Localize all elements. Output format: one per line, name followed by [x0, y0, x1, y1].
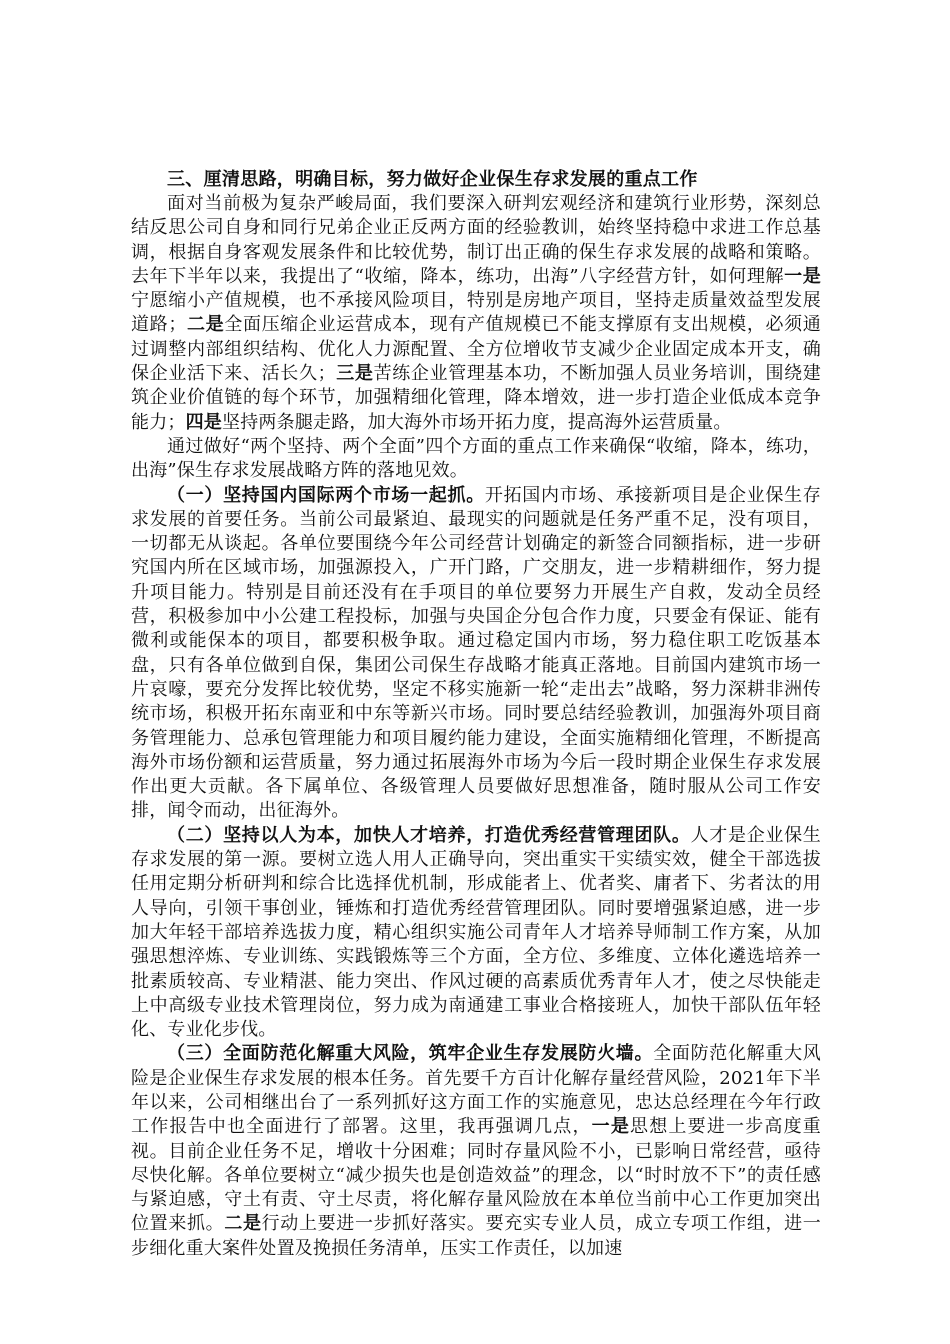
text-run: 宁愿缩小产值规模，也不承接风险项目，特别是房地产项目，坚持走质量效益型发展道路；: [131, 290, 821, 336]
item-title: （三）全面防范化解重大风险，筑牢企业生存发展防火墙。: [167, 1043, 654, 1065]
text-run: 行动上要进一步抓好落实。要充实专业人员，成立专项工作组，进一步细化重大案件处置及挽损任务清单，压实工作责任，以加速: [131, 1213, 822, 1259]
text-run: 坚持两条腿走路，加大海外市场开拓力度，提高海外运营质量。: [222, 411, 732, 433]
paragraph-strategy: [131, 192, 821, 435]
bold-run: 一是: [784, 265, 821, 287]
text-run: 全面压缩企业运营成本，现有产值规模已不能支撑原有支出规模，必须通过调整内部组织结构、优化人力源配置、全方位增收节支减少企业固定成本开支，确保企业活下来、活长久；: [131, 314, 822, 385]
text-run: 通过做好“两个坚持、两个全面”四个方面的重点工作来确保“收缩，降本，练功，出海”保生存求发展战略方阵的落地见效。: [131, 435, 821, 482]
text-run: 思想上要进一步高度重视。目前企业任务不足，增收十分困难；同时存量风险不小，已影响日常经营，亟待尽快化解。各单位要树立“减少损失也是创造效益”的理念，以“时时放不下”的责任感与紧迫感，守土有责、守土尽责，将化解存量风险放在本单位当前中心工作更加突出位置来抓。: [131, 1116, 821, 1235]
paragraph-item-2: [131, 824, 821, 1043]
paragraph-summary: [131, 435, 821, 484]
bold-run: 三是: [335, 363, 374, 385]
paragraph-item-1: [131, 484, 821, 824]
item-title: （二）坚持以人为本，加快人才培养，打造优秀经营管理团队。: [167, 824, 691, 846]
document-body: [131, 168, 821, 1261]
text-run: 面对当前极为复杂严峻局面，我们要深入研判宏观经济和建筑行业形势，深刻总结反思公司自身和同行兄弟企业正反两方面的经验教训，始终坚持稳中求进工作总基调，根据自身客观发展条件和比较优势，制订出正确的保生存求发展的战略和策略。去年下半年以来，我提出了“收缩，降本，练功，出海”八字经营方针，如何理解: [131, 193, 821, 287]
bold-run: 二是: [224, 1213, 262, 1235]
text-run: 开拓国内市场、承接新项目是企业保生存求发展的首要任务。当前公司最紧迫、最现实的问题就是任务严重不足，没有项目，一切都无从谈起。各单位要围绕今年公司经营计划确定的新签合同额指标，进一步研究国内所在区域市场，加强源投入，广开门路，广交朋友，进一步精耕细作，努力提升项目能力。特别是目前还没有在手项目的单位要努力开展生产自救，发动全员经营，积极参加中小公建工程投标，加强与央国企分包合作力度，只要金有保证、能有微利或能保本的项目，都要积极争取。通过稳定国内市场，努力稳住职工吃饭基本盘，只有各单位做到自保，集团公司保生存战略才能真正落地。目前国内建筑市场一片哀嚎，要充分发挥比较优势，坚定不移实施新一轮“走出去”战略，努力深耕非洲传统市场，积极开拓东南亚和中东等新兴市场。同时要总结经验教训，加强海外项目商务管理能力、总承包管理能力和项目履约能力建设，全面实施精细化管理，不断提高海外市场份额和运营质量，努力通过拓展海外市场为今后一段时期企业保生存求发展作出更大贡献。各下属单位、各级管理人员要做好思想准备，随时服从公司工作安排，闻令而动，出征海外。: [131, 484, 821, 822]
text-run: 全面防范化解重大风险是企业保生存求发展的根本任务。首先要千方百计化解存量经营风险，2021年下半年以来，公司相继出台了一系列抓好这方面工作的实施意见，忠达总经理在今年行政工作报告中也全面进行了部署。这里，我再强调几点，: [131, 1043, 821, 1138]
bold-run: 四是: [185, 411, 223, 433]
section-heading: 三、厘清思路，明确目标，努力做好企业保生存求发展的重点工作: [167, 169, 698, 190]
bold-run: 二是: [186, 314, 225, 336]
text-run: 苦练企业管理基本功，不断加强人员业务培训，围绕建筑企业价值链的每个环节，加强精细化管理，降本增效，进一步打造企业低成本竞争能力；: [131, 363, 821, 433]
paragraph-item-3: [131, 1042, 821, 1261]
text-run: 人才是企业保生存求发展的第一源。要树立选人用人正确导向，突出重实干实绩实效，健全干部选拔任用定期分析研判和综合比选择优机制，形成能者上、优者奖、庸者下、劣者汰的用人导向，引领干事创业，锤炼和打造优秀经营管理团队。同时要增强紧迫感，进一步加大年轻干部培养选拔力度，精心组织实施公司青年人才培养导师制工作方案，从加强思想淬炼、专业训练、实践锻炼等三个方面，全方位、多维度、立体化遴选培养一批素质较高、专业精湛、能力突出、作风过硬的高素质优秀青年人才，使之尽快能走上中高级专业技术管理岗位，努力成为南通建工事业合格接班人，加快干部队伍年轻化、专业化步伐。: [131, 824, 821, 1041]
bold-run: 一是: [591, 1116, 631, 1138]
item-title: （一）坚持国内国际两个市场一起抓。: [167, 484, 485, 506]
